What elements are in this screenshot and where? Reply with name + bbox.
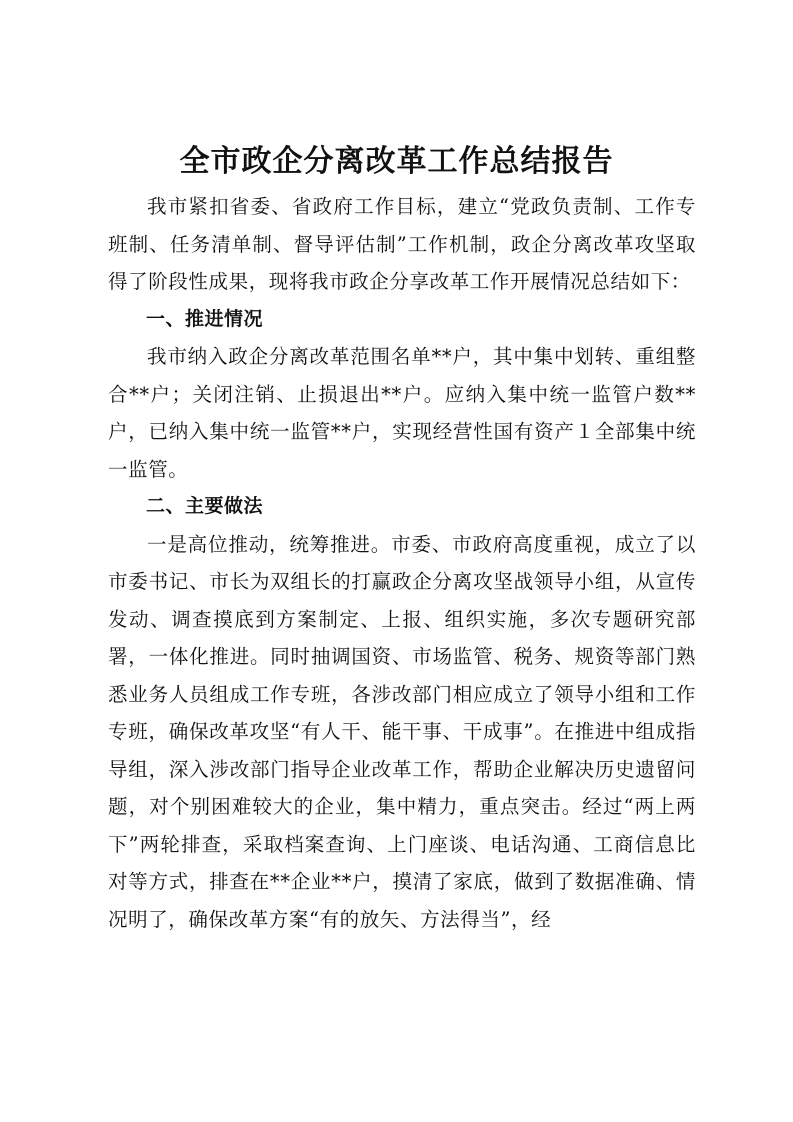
document-title: 全市政企分离改革工作总结报告 xyxy=(179,144,614,179)
practices-paragraph: 一是高位推动，统筹推进。市委、市政府高度重视，成立了以市委书记、市长为双组长的打赢政企分离攻坚战领导小组，从宣传发动、调查摸底到方案制定、上报、组织实施，多次专题研究部署，一体化推进。同时抽调国资、市场监管、税务、规资等部门熟悉业务人员组成工作专班，各涉改部门相应成立了领导小组和工作专班，确保改革攻坚“有人干、能干事、干成事”。在推进中组成指导组，深入涉改部门指导企业改革工作，帮助企业解决历史遗留问题，对个别困难较大的企业，集中精力，重点突击。经过“两上两下”两轮排查，采取档案查询、上门座谈、电话沟通、工商信息比对等方式，排查在**企业**户，摸清了家底，做到了数据准确、情况明了，确保改革方案“有的放矢、方法得当”，经 xyxy=(108,532,696,931)
document-body xyxy=(108,188,696,938)
intro-paragraph: 我市紧扣省委、省政府工作目标，建立“党政负责制、工作专班制、任务清单制、督导评估制”工作机制，政企分离改革攻坚取得了阶段性成果，现将我市政企分享改革工作开展情况总结如下： xyxy=(108,195,696,293)
progress-paragraph: 我市纳入政企分离改革范围名单**户，其中集中划转、重组整合**户；关闭注销、止损退出**户。应纳入集中统一监管户数**户，已纳入集中统一监管**户，实现经营性国有资产１全部集中统一监管。 xyxy=(108,345,696,481)
section-heading-practices: 二、主要做法 xyxy=(146,495,264,517)
section-heading-progress: 一、推进情况 xyxy=(146,307,264,330)
